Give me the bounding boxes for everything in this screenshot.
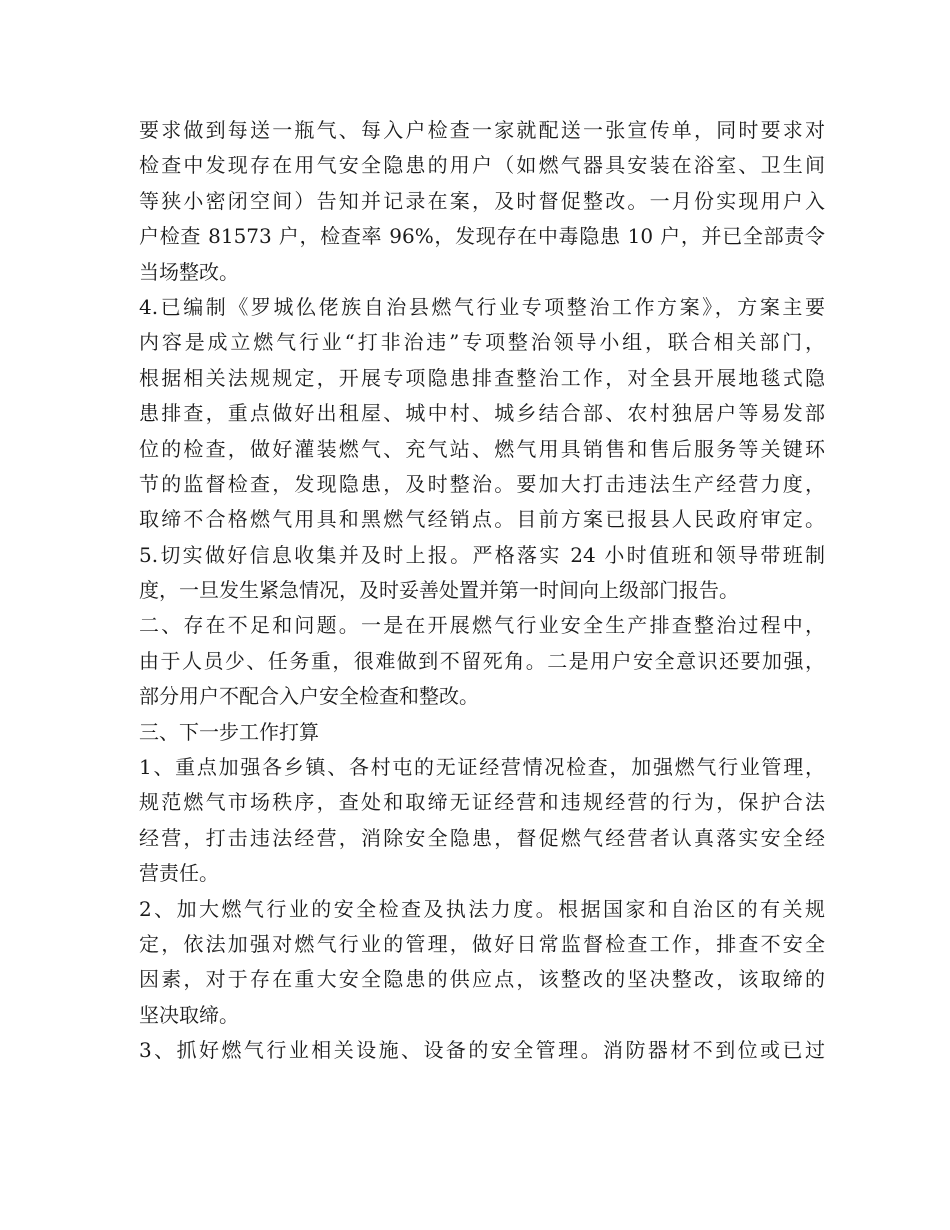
text-line: 患排查，重点做好出租屋、城中村、城乡结合部、农村独居户等易发部 — [139, 401, 825, 426]
text-line: 1、重点加强各乡镇、各村屯的无证经营情况检查，加强燃气行业管理， — [139, 755, 825, 780]
text-line: 二、存在不足和问题。一是在开展燃气行业安全生产排查整治过程中， — [139, 613, 825, 638]
text-line: 节的监督检查，发现隐患，及时整治。要加大打击违法生产经营力度， — [139, 471, 825, 496]
text-line: 检查中发现存在用气安全隐患的用户（如燃气器具安装在浴室、卫生间 — [139, 153, 825, 178]
text-line: 当场整改。 — [139, 259, 239, 284]
text-line: 户检查 81573 户，检查率 96%，发现存在中毒隐患 10 户，并已全部责令 — [139, 224, 825, 249]
text-line: 由于人员少、任务重，很难做到不留死角。二是用户安全意识还要加强， — [139, 648, 825, 673]
document-body — [139, 113, 825, 1069]
text-line: 等狭小密闭空间）告知并记录在案，及时督促整改。一月份实现用户入 — [139, 188, 825, 213]
text-line: 部分用户不配合入户安全检查和整改。 — [139, 684, 479, 709]
text-line: 规范燃气市场秩序，查处和取缔无证经营和违规经营的行为，保护合法 — [139, 790, 825, 815]
text-line: 3、抓好燃气行业相关设施、设备的安全管理。消防器材不到位或已过 — [139, 1038, 825, 1063]
text-line: 坚决取缔。 — [139, 1002, 239, 1027]
text-line: 定，依法加强对燃气行业的管理，做好日常监督检查工作，排查不安全 — [139, 931, 825, 956]
text-line: 位的检查，做好灌装燃气、充气站、燃气用具销售和售后服务等关键环 — [139, 436, 825, 461]
text-line: 根据相关法规规定，开展专项隐患排查整治工作，对全县开展地毯式隐 — [139, 365, 825, 390]
text-line: 因素，对于存在重大安全隐患的供应点，该整改的坚决整改，该取缔的 — [139, 967, 825, 992]
text-line: 要求做到每送一瓶气、每入户检查一家就配送一张宣传单，同时要求对 — [139, 118, 825, 142]
text-line: 经营，打击违法经营，消除安全隐患，督促燃气经营者认真落实安全经 — [139, 825, 825, 850]
section-heading: 三、下一步工作打算 — [139, 719, 319, 744]
text-line: 4.已编制《罗城仫佬族自治县燃气行业专项整治工作方案》，方案主要 — [139, 294, 825, 319]
text-line: 5.切实做好信息收集并及时上报。严格落实 24 小时值班和领导带班制 — [139, 542, 825, 567]
text-line: 度，一旦发生紧急情况，及时妥善处置并第一时间向上级部门报告。 — [139, 578, 739, 603]
text-line: 营责任。 — [139, 861, 219, 886]
text-line: 2、加大燃气行业的安全检查及执法力度。根据国家和自治区的有关规 — [139, 896, 825, 921]
text-line: 取缔不合格燃气用具和黑燃气经销点。目前方案已报县人民政府审定。 — [139, 507, 825, 532]
text-line: 内容是成立燃气行业“打非治违”专项整治领导小组，联合相关部门， — [139, 330, 825, 355]
